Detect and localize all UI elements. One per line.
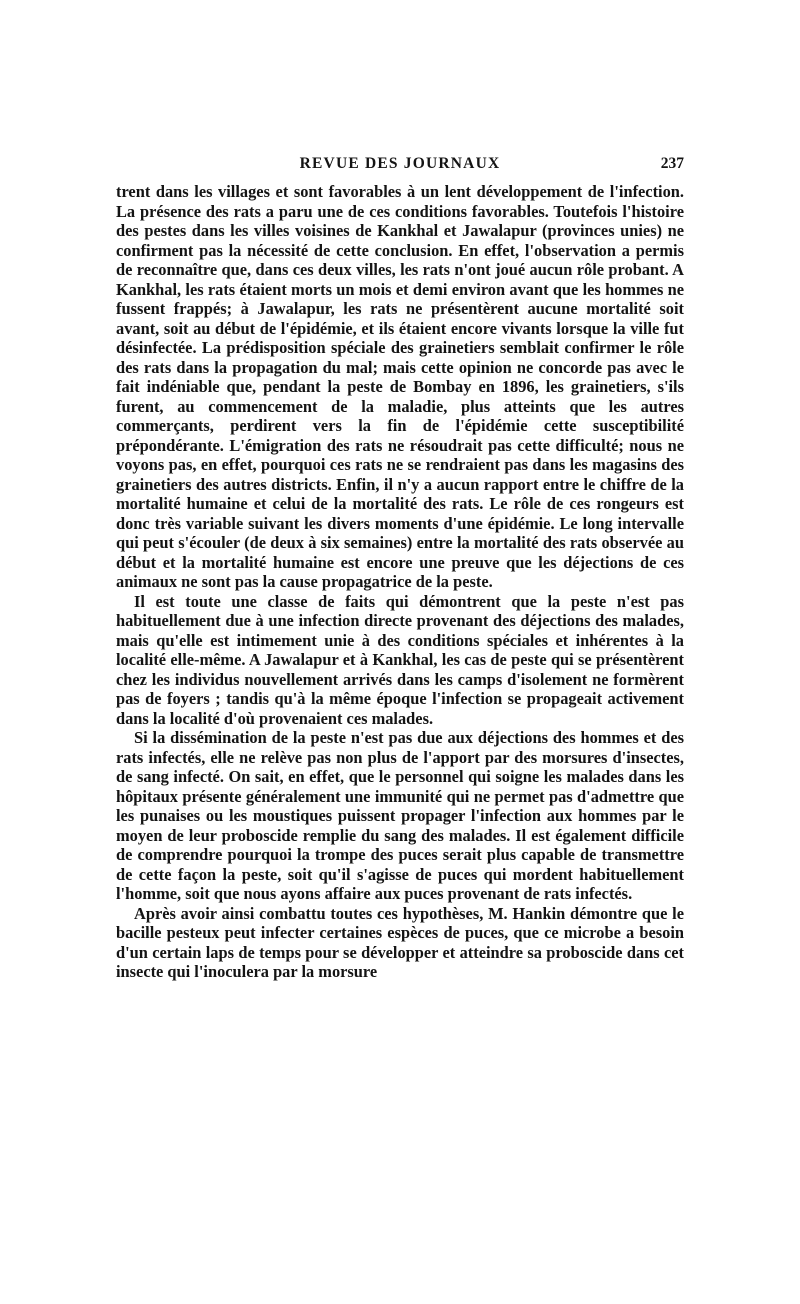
paragraph: Si la dissémination de la peste n'est pas due aux déjections des hommes et des rats infectés, elle ne relève pas non plus de l'apport par des morsures d'insectes, de sang infecté. On sait, en effet, que le personnel qui soigne les malades dans les hôpitaux présente généralement une immunité qui ne permet pas d'admettre que les punaises ou les moustiques puissent propager l'infection aux hommes par le moyen de leur proboscide remplie du sang des malades. Il est également difficile de comprendre pourquoi la trompe des puces serait plus capable de transmettre de cette façon la peste, soit qu'il s'agisse de puces qui mordent habituellement l'homme, soit que nous ayons affaire aux puces provenant de rats infectés. <box>116 728 684 903</box>
paragraph: Il est toute une classe de faits qui démontrent que la peste n'est pas habituellement due à une infection directe provenant des déjections des malades, mais qu'elle est intimement unie à des conditions spéciales et inhérentes à la localité elle-même. A Jawalapur et à Kankhal, les cas de peste qui se présentèrent chez les individus nouvellement arrivés dans les camps d'isolement ne formèrent pas de foyers ; tandis qu'à la même époque l'infection se propageait activement dans la localité d'où provenaient ces malades. <box>116 591 684 728</box>
page-header <box>116 155 684 177</box>
paragraph: Après avoir ainsi combattu toutes ces hypothèses, M. Hankin démontre que le bacille pesteux peut infecter certaines espèces de puces, que ce microbe a besoin d'un certain laps de temps pour se développer et atteindre sa proboscide dans cet insecte qui l'inoculera par la morsure <box>116 903 684 981</box>
paragraph: trent dans les villages et sont favorables à un lent développement de l'infection. La présence des rats a paru une de ces conditions favorables. Toutefois l'histoire des pestes dans les villes voisines de Kankhal et Jawalapur (provinces unies) ne confirment pas la nécessité de cette conclusion. En effet, l'observation a permis de reconnaître que, dans ces deux villes, les rats n'ont joué aucun rôle probant. A Kankhal, les rats étaient morts un mois et demi environ avant que les hommes ne fussent frappés; à Jawalapur, les rats ne présentèrent aucune mortalité soit avant, soit au début de l'épidémie, et ils étaient encore vivants lorsque la ville fut désinfectée. La prédisposition spéciale des grainetiers semblait confirmer le rôle des rats dans la propagation du mal; mais cette opinion ne concorde pas avec le fait indéniable que, pendant la peste de Bombay en 1896, les grainetiers, s'ils furent, au commencement de la maladie, plus atteints que les autres commerçants, perdirent vers la fin de l'épidémie cette susceptibilité prépondérante. L'émigration des rats ne résoudrait pas cette difficulté; nous ne voyons pas, en effet, pourquoi ces rats ne se rendraient pas dans les magasins des grainetiers des autres districts. Enfin, il n'y a aucun rapport entre le chiffre de la mortalité humaine et celui de la mortalité des rats. Le rôle de ces rongeurs est donc très variable suivant les divers moments d'une épidémie. Le long intervalle qui peut s'écouler (de deux à six semaines) entre la mortalité des rats observée au début et la mortalité humaine est encore une preuve que les déjections de ces animaux ne sont pas la cause propagatrice de la peste. <box>116 182 684 591</box>
page-number: 237 <box>660 155 684 172</box>
body-text <box>116 182 684 982</box>
running-title: REVUE DES JOURNAUX <box>299 155 501 172</box>
